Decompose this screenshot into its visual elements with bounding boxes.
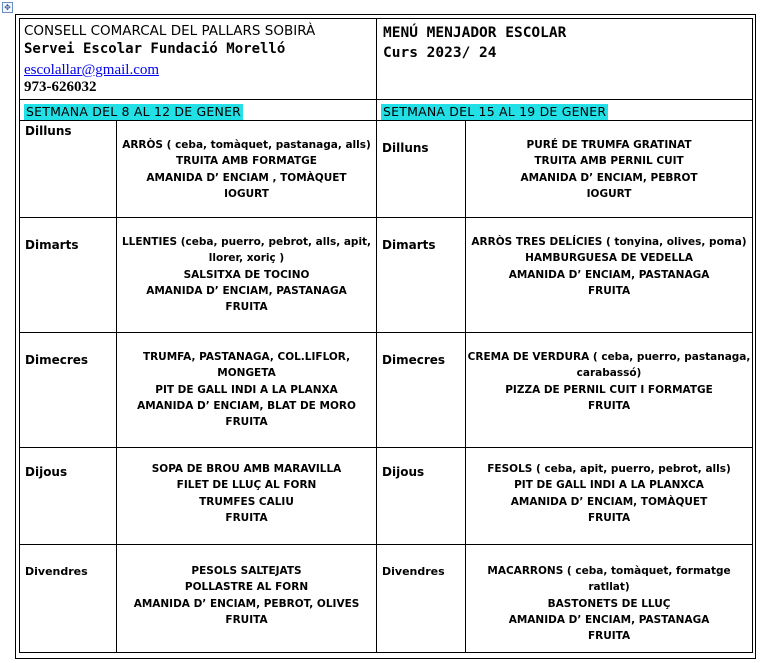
- dish: FRUITA: [587, 399, 631, 412]
- week2-dishes: [466, 218, 753, 333]
- week1-day-name: Dilluns: [20, 121, 117, 218]
- dish: TRUITA AMB FORMATGE: [176, 155, 317, 168]
- dish: MONGETA: [217, 367, 276, 380]
- dish: MACARRONS ( ceba, tomàquet, formatge ratllat): [487, 565, 731, 594]
- header-row: [20, 19, 753, 100]
- day-row-divendres: [20, 545, 753, 653]
- dish: FRUITA: [225, 301, 268, 314]
- week1-day-name: Dimecres: [20, 333, 117, 448]
- dish: FILET DE LLUÇ AL FORN: [176, 479, 317, 492]
- header-left-cell: [20, 19, 377, 100]
- dish: ARRÒS ( ceba, tomàquet, pastanaga, alls): [122, 139, 371, 151]
- dish: AMANIDA D’ ENCIAM, TOMÀQUET: [510, 495, 708, 508]
- dish: AMANIDA D’ ENCIAM, PEBROT: [520, 171, 698, 184]
- week1-dishes: [117, 448, 377, 545]
- dish: AMANIDA D’ ENCIAM, PASTANAGA: [508, 268, 710, 281]
- dish: FRUITA: [587, 284, 631, 297]
- week2-day-name: Dijous: [377, 448, 466, 545]
- dish: AMANIDA D’ ENCIAM, PASTANAGA: [146, 284, 347, 297]
- dish: FRUITA: [225, 416, 268, 429]
- menu-table: [19, 18, 753, 653]
- dish: ARRÒS TRES DELÍCIES ( tonyina, olives, poma): [471, 236, 747, 248]
- dish: TRUMFES CALIU: [199, 495, 294, 508]
- dish: POLLASTRE AL FORN: [184, 581, 309, 594]
- week-row: [20, 100, 753, 121]
- week2-dishes: [466, 448, 753, 545]
- dish: FRUITA: [587, 511, 631, 524]
- day-row-dijous: [20, 448, 753, 545]
- dish: AMANIDA D’ ENCIAM, PEBROT, OLIVES: [133, 597, 360, 610]
- week2-day-name: Dimarts: [377, 218, 466, 333]
- dish: SOPA DE BROU AMB MARAVILLA: [151, 463, 342, 475]
- dish: CREMA DE VERDURA ( ceba, puerro, pastanaga,: [467, 351, 751, 363]
- service-name: Servei Escolar Fundació Morelló: [24, 41, 286, 57]
- dish: FRUITA: [225, 613, 268, 626]
- dish: llorer, xoriç ): [208, 252, 285, 265]
- dish: FRUITA: [587, 630, 631, 643]
- dish: PIT DE GALL INDI A LA PLANXA: [155, 383, 338, 396]
- dish: SALSITXA DE TOCINO: [183, 268, 310, 281]
- week2-day-name: Dilluns: [377, 121, 466, 218]
- dish: PIT DE GALL INDI A LA PLANXCA: [514, 479, 704, 492]
- dish: PESOLS SALTEJATS: [191, 565, 302, 577]
- week1-dishes: [117, 545, 377, 653]
- week1-dishes: [117, 121, 377, 218]
- day-row-dimarts: [20, 218, 753, 333]
- week1-cell: [20, 100, 377, 121]
- week2-dishes: [466, 545, 753, 653]
- header-right-cell: [377, 19, 753, 100]
- dish: PURÉ DE TRUMFA GRATINAT: [526, 139, 692, 151]
- dish: AMANIDA D’ ENCIAM, PASTANAGA: [508, 613, 710, 626]
- week1-dishes: [117, 218, 377, 333]
- dish: AMANIDA D’ ENCIAM , TOMÀQUET: [146, 171, 347, 184]
- school-year: Curs 2023/ 24: [383, 45, 497, 61]
- week2-day-name: Divendres: [377, 545, 466, 653]
- week1-label: SETMANA DEL 8 AL 12 DE GENER: [26, 104, 242, 119]
- week1-day-name: Dimarts: [20, 218, 117, 333]
- dish: IOGURT: [224, 187, 269, 200]
- menu-title: MENÚ MENJADOR ESCOLAR: [383, 25, 567, 41]
- email-link[interactable]: escolallar@gmail.com: [24, 62, 160, 78]
- dish: FRUITA: [225, 511, 268, 524]
- dish: AMANIDA D’ ENCIAM, BLAT DE MORO: [137, 399, 356, 412]
- week2-day-name: Dimecres: [377, 333, 466, 448]
- day-row-dimecres: [20, 333, 753, 448]
- dish: PIZZA DE PERNIL CUIT I FORMATGE: [505, 383, 713, 396]
- week1-dishes: [117, 333, 377, 448]
- council-name: CONSELL COMARCAL DEL PALLARS SOBIRÀ: [24, 23, 316, 39]
- week1-day-name: Divendres: [20, 545, 117, 653]
- dish: BASTONETS DE LLUÇ: [547, 597, 671, 610]
- table-move-handle-icon[interactable]: ✥: [2, 2, 13, 13]
- dish: HAMBURGUESA DE VEDELLA: [525, 252, 693, 265]
- dish: LLENTIES (ceba, puerro, pebrot, alls, apit,: [121, 236, 372, 248]
- dish: carabassó): [576, 367, 642, 380]
- day-row-dilluns: [20, 121, 753, 218]
- week2-dishes: [466, 333, 753, 448]
- week2-dishes: [466, 121, 753, 218]
- dish: TRUITA AMB PERNIL CUIT: [534, 155, 684, 168]
- week1-day-name: Dijous: [20, 448, 117, 545]
- dish: IOGURT: [586, 187, 632, 200]
- phone-number: 973-626032: [24, 79, 97, 95]
- dish: TRUMFA, PASTANAGA, COL.LIFLOR,: [142, 351, 351, 363]
- week2-cell: [377, 100, 753, 121]
- week2-label: SETMANA DEL 15 AL 19 DE GENER: [383, 104, 607, 119]
- dish: FESOLS ( ceba, apit, puerro, pebrot, alls): [487, 463, 731, 475]
